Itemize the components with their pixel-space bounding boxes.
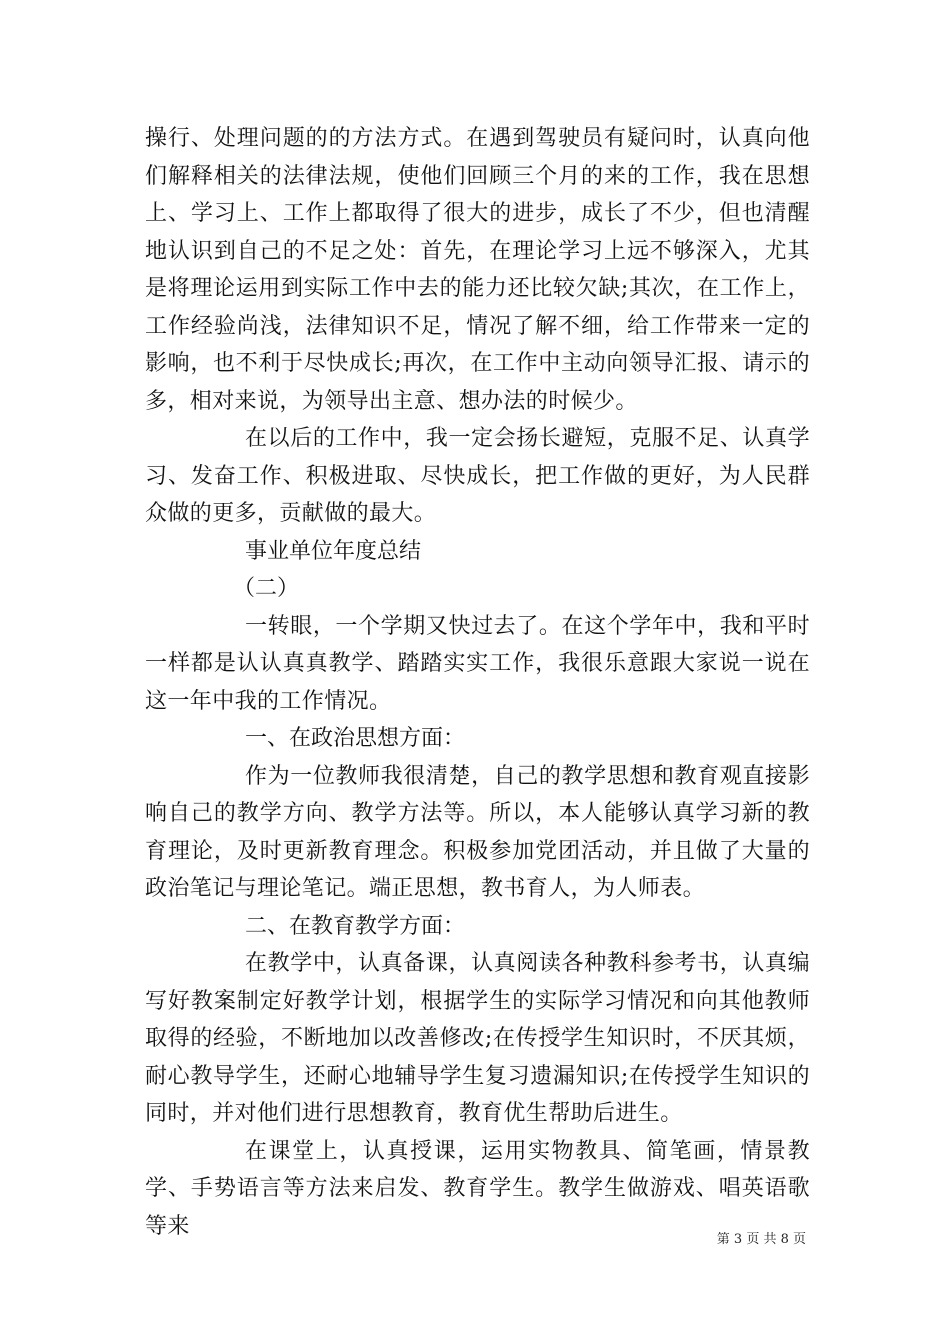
subheading-teaching: 二、在教育教学方面： [245, 913, 466, 939]
paragraph-continuation: 操行、处理问题的的方法方式。在遇到驾驶员有疑问时，认真向他们解释相关的法律法规，使他们回顾三个月的来的工作，我在思想上、学习上、工作上都取得了很大的进步，成长了不少，但也清醒地认识到自己的不足之处：首先，在理论学习上远不够深入，尤其是将理论运用到实际工作中去的能力还比较欠缺;其次，在工作上，工作经验尚浅，法律知识不足，情况了解不细，给工作带来一定的影响，也不利于尽快成长;再次，在工作中主动向领导汇报、请示的多，相对来说，为领导出主意、想办法的时候少。 [145, 126, 810, 414]
page-number-footer: 第 3 页 共 8 页 [716, 1232, 806, 1247]
paragraph-classroom: 在课堂上，认真授课，运用实物教具、简笔画，情景教学、手势语言等方法来启发、教育学生。教学生做游戏、唱英语歌等来 [145, 1138, 810, 1239]
section-number: （二） [233, 576, 300, 601]
paragraph-political: 作为一位教师我很清楚，自己的教学思想和教育观直接影响自己的教学方向、教学方法等。所以，本人能够认真学习新的教育理论，及时更新教育理念。积极参加党团活动，并且做了大量的政治笔记与理论笔记。端正思想，教书育人，为人师表。 [145, 763, 810, 901]
paragraph-future-work: 在以后的工作中，我一定会扬长避短，克服不足、认真学习、发奋工作、积极进取、尽快成长，把工作做的更好，为人民群众做的更多，贡献做的最大。 [145, 426, 810, 526]
paragraph-teaching: 在教学中，认真备课，认真阅读各种教科参考书，认真编写好教案制定好教学计划，根据学生的实际学习情况和向其他教师取得的经验，不断地加以改善修改;在传授学生知识时，不厌其烦，耐心教导学生，还耐心地辅导学生复习遗漏知识;在传授学生知识的同时，并对他们进行思想教育，教育优生帮助后进生。 [145, 951, 810, 1126]
section-title: 事业单位年度总结 [245, 538, 422, 564]
body-text [145, 120, 810, 1245]
subheading-political: 一、在政治思想方面： [245, 726, 466, 751]
paragraph-intro: 一转眼，一个学期又快过去了。在这个学年中，我和平时一样都是认认真真教学、踏踏实实工作，我很乐意跟大家说一说在这一年中我的工作情况。 [145, 613, 810, 714]
